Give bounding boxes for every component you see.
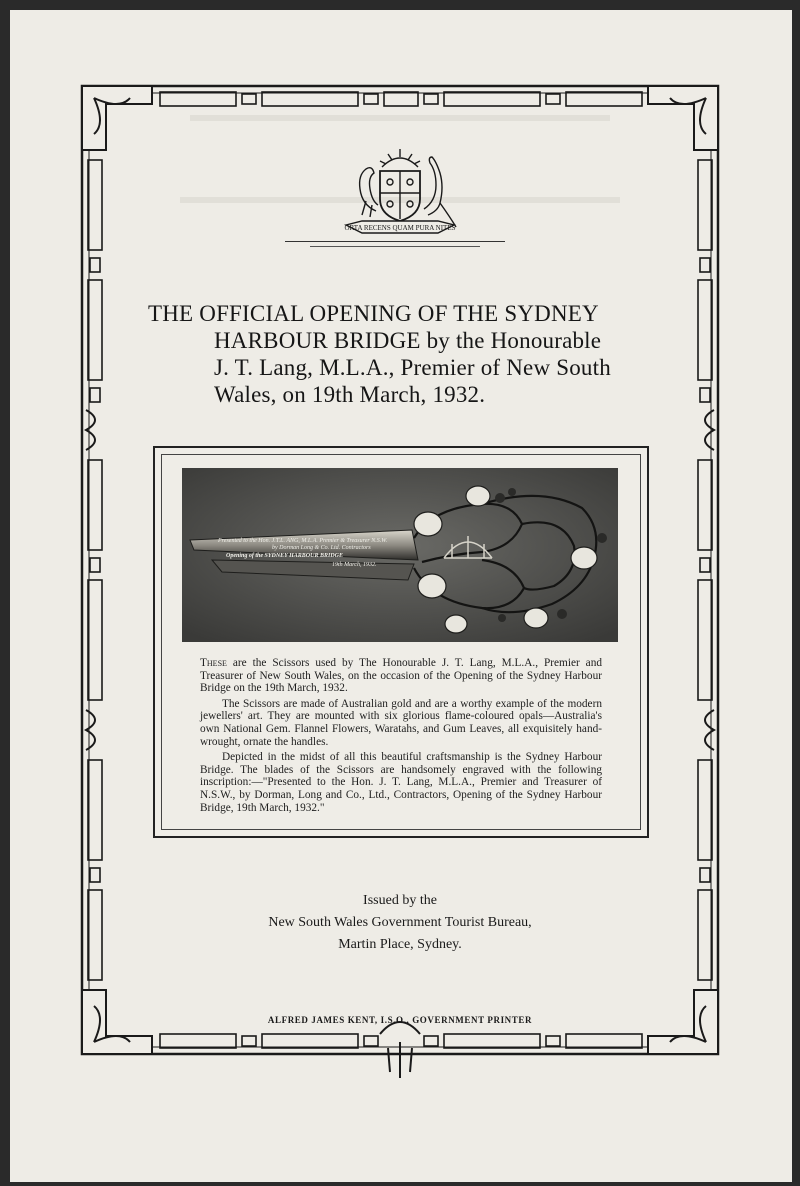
crest-motto: ORTA RECENS QUAM PURA NITES — [344, 224, 456, 232]
engraving-line-3: Opening of the SYDNEY HARBOUR BRIDGE — [226, 553, 343, 559]
description-paragraph-1: These are the Scissors used by The Honourable J. T. Lang, M.L.A., Premier and Treasurer of New South Wales, on the occasion of the Opening of the Sydney Harbour Bridge on the 19th March, 1932. — [200, 657, 602, 695]
page-title — [148, 300, 660, 408]
engraving-line-1: Presented to the Hon. J.T.L. ANG, M.L.A. Premier & Treasurer N.S.W. — [218, 538, 388, 544]
title-line-1: THE OFFICIAL OPENING OF THE SYDNEY — [148, 301, 599, 326]
issuer-line-1: Issued by the — [363, 893, 437, 908]
title-line-3: J. T. Lang, M.L.A., Premier of New South — [214, 355, 611, 380]
engraving-line-2: by Dorman Long & Co. Ltd. Contractors — [272, 545, 371, 551]
title-line-2: HARBOUR BRIDGE by the Honourable — [214, 328, 602, 353]
issuer-line-2: New South Wales Government Tourist Bureau, — [268, 915, 532, 930]
issuer-block — [210, 890, 590, 956]
document-page — [10, 10, 792, 1182]
title-line-4: Wales, on 19th March, 1932. — [214, 382, 486, 407]
scissors-photograph — [182, 468, 618, 642]
scissors-description — [200, 657, 602, 817]
printer-credit: ALFRED JAMES KENT, I.S.O., GOVERNMENT PRINTER — [267, 1015, 533, 1025]
title-rule-bottom — [310, 246, 480, 247]
issuer-line-3: Martin Place, Sydney. — [338, 937, 462, 952]
coat-of-arms-crest — [332, 145, 468, 237]
title-rule-top — [285, 241, 505, 242]
scissors-image — [182, 468, 618, 642]
engraving-line-4: 19th March, 1932. — [332, 562, 377, 568]
description-paragraph-3: Depicted in the midst of all this beautiful craftsmanship is the Sydney Harbour Bridge. The blades of the Scissors are handsomely engraved with the following inscription:—"Presented to the Hon. J. T. Lang, M.L.A., Premier and Treasurer of N.S.W., by Dorman, Long and Co., Ltd., Contractors, Opening of the Sydney Harbour Bridge, 19th March, 1932." — [200, 751, 602, 814]
description-paragraph-2: The Scissors are made of Australian gold and are a worthy example of the modern jewellers' art. They are mounted with six glorious flame-coloured opals—Australia's own National Gem. Flannel Flowers, Waratahs, and Gum Leaves, all exquisitely hand-wrought, ornate the handles. — [200, 697, 602, 748]
